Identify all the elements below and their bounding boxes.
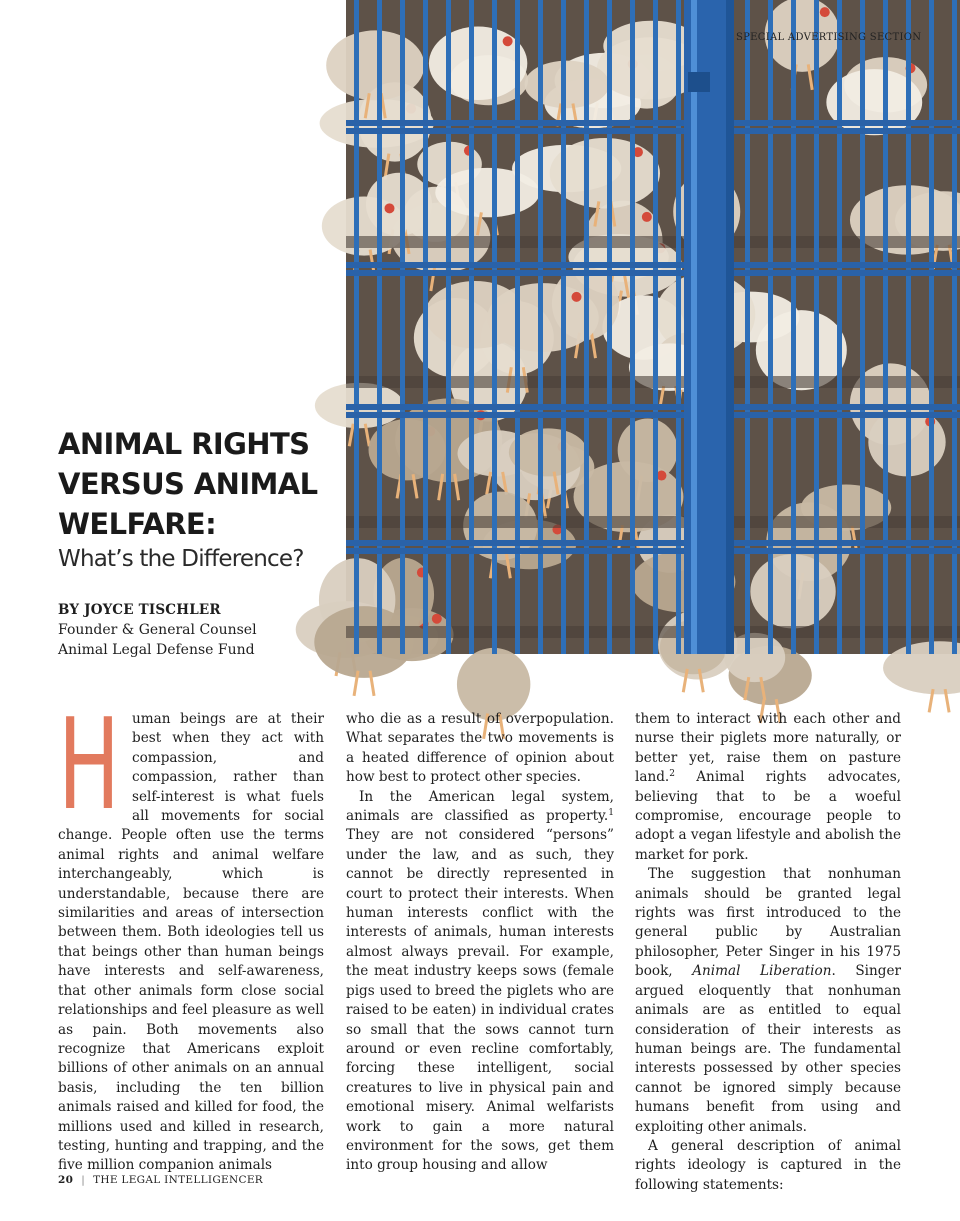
publication-name: THE LEGAL INTELLIGENCER xyxy=(93,1174,263,1186)
column-3-paragraph-1 xyxy=(635,710,901,865)
byline-author: BY JOYCE TISCHLER xyxy=(58,602,221,618)
column-3-paragraph-2 xyxy=(635,865,901,1137)
page-number: 20 xyxy=(58,1174,74,1186)
footer-separator: | xyxy=(81,1174,86,1186)
chickens-in-cages-photo xyxy=(346,0,960,654)
paragraph-text: The suggestion that nonhuman animals should be granted legal rights was first introduced to the general public by Australian philosopher, Peter Singer in his 1975 book, xyxy=(635,866,901,980)
paragraph-text: They are not considered “persons” under the law, and as such, they cannot be directly represented in court to protect their interests. When human interests conflict with the interests of animals, human interests almost always prevail. For example, the meat industry keeps sows (female pigs used to breed the piglets who are raised to be eaten) in individual crates so small that the sows cannot turn around or even recline comfortably, forcing these intelligent, social creatures to live in physical pain and emotional misery. Animal welfarists work to gain a more natural environment for the sows, get them into group housing and allow xyxy=(346,827,614,1174)
article-column-2 xyxy=(346,710,614,1176)
column-2-paragraph-1: who die as a result of overpopulation. What separates the two movements is a heated difference of opinion about how best to protect other species. xyxy=(346,711,614,786)
drop-cap xyxy=(58,691,122,838)
column-1-text: uman beings are at their best when they act with compassion, and compassion, rather than self-interest is what fuels all movements for social change. People often use the terms animal rights and animal welfare interchangeably, which is understandable, because there are similarities and areas of intersection between them. Both ideologies tell us that beings other than human beings have interests and self-awareness, that other animals form close social relationships and feel pleasure as well as pain. Both movements also recognize that Americans exploit billions of other animals on an annual basis, including the ten billion animals raised and killed for food, the millions used and killed in research, testing, hunting and trapping, and the five million companion animals xyxy=(58,711,324,1174)
column-3-paragraph-3: A general description of animal rights ideology is captured in the following statements: xyxy=(635,1137,901,1193)
drop-cap-letter: H xyxy=(58,691,120,838)
page-footer xyxy=(58,1174,263,1186)
footnote-ref-2: 2 xyxy=(669,769,675,780)
article-column-1 xyxy=(58,691,324,1176)
paragraph-text: them to interact with each other and nurse their piglets more naturally, or better yet, raise them on pasture land. xyxy=(635,711,901,786)
byline-organization: Animal Legal Defense Fund xyxy=(58,642,255,658)
byline-role: Founder & General Counsel xyxy=(58,622,257,638)
byline xyxy=(58,600,338,660)
article-subtitle: What’s the Difference? xyxy=(58,546,304,572)
footnote-ref-1: 1 xyxy=(608,808,614,819)
paragraph-text: Animal rights advocates, believing that to be a woeful compromise, encourage people to adopt a vegan lifestyle and abolish the market for pork. xyxy=(635,769,901,863)
article-column-3 xyxy=(635,710,901,1195)
column-2-paragraph-2 xyxy=(346,788,614,1176)
paragraph-text: In the American legal system, animals are classified as property. xyxy=(346,788,614,825)
article-title: ANIMAL RIGHTS VERSUS ANIMAL WELFARE: xyxy=(58,427,318,541)
section-label: SPECIAL ADVERTISING SECTION xyxy=(736,32,922,43)
book-title: Animal Liberation xyxy=(692,963,832,980)
paragraph-text: . Singer argued eloquently that nonhuman animals are as entitled to equal consideration of their interests as human beings are. The fundamental interests possessed by other species cannot be ignored simply because humans benefit from using and exploiting other animals. xyxy=(635,963,901,1135)
